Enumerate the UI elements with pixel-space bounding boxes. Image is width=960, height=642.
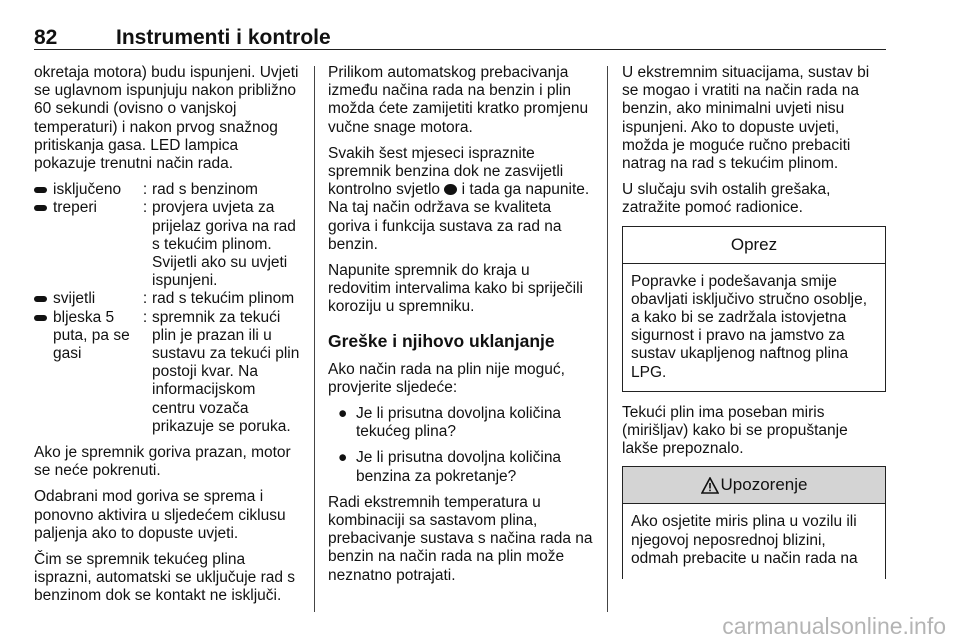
section-heading: Greške i njihovo uklanjanje (328, 330, 555, 351)
page-number: 82 (34, 26, 58, 49)
caution-text: Popravke i podešavanja smije obavljati isključivo stručno osoblje, a kako bi se zadržala istovjetna sigurnost i pravo na jamstvo za sustav ukapljenog naftnog plina LPG. (631, 272, 868, 381)
paragraph-check: Ako način rada na plin nije moguć, provjerite sljedeće: (328, 360, 565, 396)
paragraph-mode-saved: Odabrani mod goriva se sprema i ponovno aktivira u sljedećem ciklusu paljenja ako to dopuste uvjeti. (34, 488, 286, 542)
bullet-icon: ● (338, 405, 348, 423)
lamp-separator: : (142, 199, 148, 217)
text-before-icon: Svakih šest mjeseci ispraznite spremnik benzina dok ne zasvijetli kontrolno svjetlo (328, 144, 564, 199)
paragraph-empty-tank: Ako je spremnik goriva prazan, motor se neće pokrenuti. (34, 444, 291, 480)
caution-title: Oprez (623, 227, 885, 264)
lamp-meaning: provjera uvjeta za prijelaz goriva na rad s tekućim plinom. Svijetli ako su uvjeti ispunjeni. (152, 199, 296, 290)
text-after-icon: i tada ga napunite. Na taj način održava se kvaliteta goriva i funkcija sustava za rad na benzin. (328, 181, 590, 253)
paragraph-fill-tank: Napunite spremnik do kraja u redovitim intervalima kako bi spriječili koroziju u spremniku. (328, 262, 583, 316)
led-lamp-icon (34, 187, 47, 193)
list-item: ● Je li prisutna dovoljna količina tekućeg plina? (338, 405, 562, 441)
lamp-state: bljeska 5 puta, pa se gasi (53, 308, 130, 363)
paragraph-extreme: U ekstremnim situacijama, sustav bi se mogao i vratiti na način rada na benzin, ako minimalni uvjeti nisu ispunjeni. Ako to dopuste uvjeti, možda je moguće ručno prebaciti natrag na rad s tekućim plinom. (622, 64, 870, 173)
lamp-meaning: rad s benzinom (152, 181, 258, 199)
lamp-state: svijetli (53, 290, 96, 308)
fuel-warning-light-icon (444, 184, 457, 195)
paragraph-auto-switch: Čim se spremnik tekućeg plina isprazni, automatski se uključuje rad s benzinom dok se kontakt ne isključi. (34, 551, 296, 605)
lamp-state-row (34, 181, 302, 199)
lamp-state: treperi (53, 199, 97, 217)
lamp-state-row (34, 290, 302, 308)
list-item: ● Je li prisutna dovoljna količina benzina za pokretanje? (338, 449, 562, 485)
column-divider-1 (314, 66, 315, 612)
warning-header (623, 467, 885, 504)
page-title: Instrumenti i kontrole (116, 26, 331, 49)
warning-box (622, 466, 886, 579)
watermark: carmanualsonline.info (722, 613, 946, 639)
lamp-meaning: spremnik za tekući plin je prazan ili u sustavu za tekući plin postoji kvar. Na informacijskom centru vozača prikazuje se poruka. (152, 308, 300, 435)
warning-text: Ako osjetite miris plina u vozilu ili njegovoj neposrednoj blizini, odmah prebacite u način rada na (631, 513, 858, 567)
lamp-state-row (34, 309, 302, 436)
bullet-icon: ● (338, 449, 348, 467)
warning-title: Upozorenje (720, 475, 808, 495)
led-lamp-icon (34, 296, 47, 302)
column-2 (328, 64, 594, 593)
lamp-state: isključeno (53, 181, 122, 199)
lamp-state-row (34, 199, 302, 290)
column-divider-2 (607, 66, 608, 612)
paragraph-temperature: Radi ekstremnih temperatura u kombinaciji sa sastavom plina, prebacivanje sustava s načina rada na benzin na način rada na plin može neznatno potrajati. (328, 493, 593, 584)
check-list (328, 405, 594, 486)
lamp-separator: : (142, 290, 148, 308)
column-1 (34, 64, 302, 614)
intro-paragraph: okretaja motora) budu ispunjeni. Uvjeti se uglavnom ispunjuju nakon približno 60 sekundi (ovisno o vanjskoj temperaturi) i nakon prvog snažnog pritiskanja gasa. LED lampica pokazuje trenutni način rada. (34, 64, 299, 173)
paragraph-smell: Tekući plin ima poseban miris (miris̆ljav) kako bi se propuštanje lakše prepoznalo. (622, 403, 848, 458)
warning-triangle-icon (701, 477, 719, 494)
paragraph-six-months (328, 145, 594, 254)
lamp-state-table (34, 181, 302, 436)
led-lamp-icon (34, 205, 47, 211)
paragraph-workshop: U slučaju svih ostalih grešaka, zatražite pomoć radionice. (622, 181, 831, 217)
column-3 (622, 64, 886, 591)
lamp-separator: : (142, 181, 148, 199)
paragraph-power-change: Prilikom automatskog prebacivanja između načina rada na benzin i plin možda ćete zamijetiti kratko promjenu vučne snage motora. (328, 64, 589, 136)
caution-box (622, 226, 886, 392)
lamp-meaning: rad s tekućim plinom (152, 290, 295, 308)
page-header (34, 10, 886, 50)
lamp-separator: : (142, 308, 148, 326)
led-lamp-icon (34, 315, 47, 321)
header-rule (34, 49, 886, 50)
